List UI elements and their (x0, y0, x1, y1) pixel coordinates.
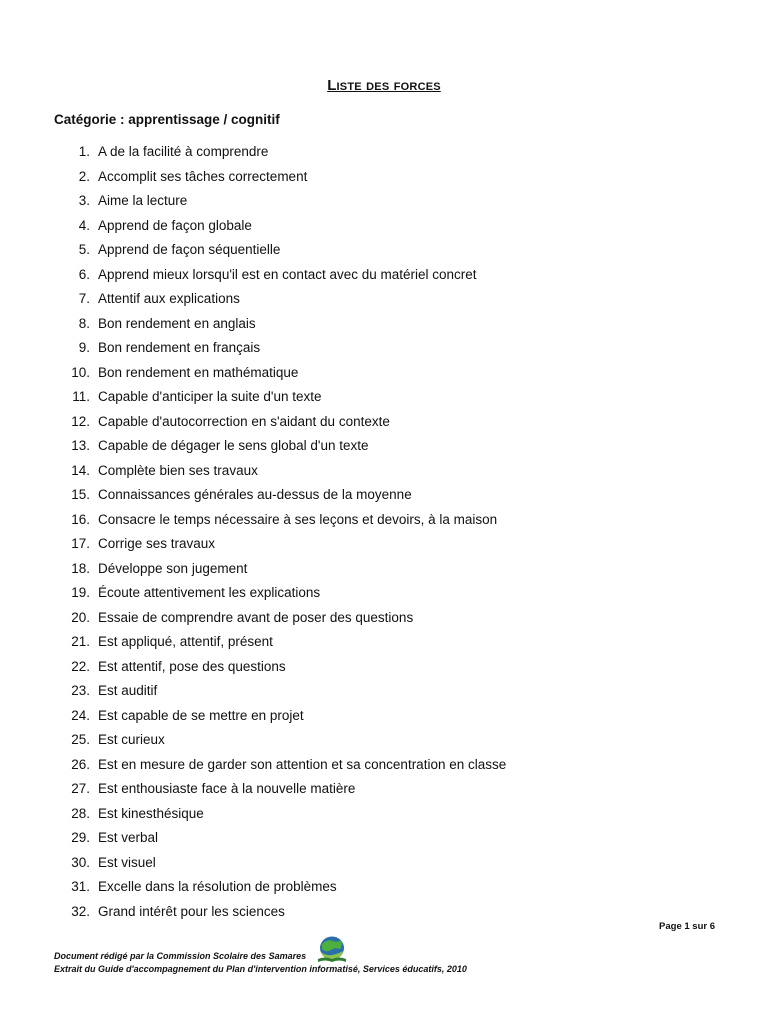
list-item-text: Consacre le temps nécessaire à ses leçons et devoirs, à la maison (98, 511, 498, 527)
page-title: Liste des forces (327, 77, 441, 94)
list-item-number: 26. (71, 756, 90, 772)
list-item (0, 238, 768, 263)
list-item (0, 287, 768, 312)
list-item-number: 28. (71, 805, 90, 821)
list-item-number: 8. (78, 315, 90, 331)
list-item (0, 581, 768, 606)
list-item-text: Complète bien ses travaux (98, 462, 258, 478)
strengths-list (0, 140, 768, 924)
list-item-text: Apprend de façon globale (98, 217, 252, 233)
list-item (0, 875, 768, 900)
list-item-number: 10. (71, 364, 90, 380)
list-item-text: Connaissances générales au-dessus de la moyenne (98, 487, 412, 502)
list-item-number: 16. (71, 511, 90, 527)
list-item-number: 4. (78, 217, 90, 233)
list-item-text: A de la facilité à comprendre (98, 144, 269, 159)
list-item-text: Est capable de se mettre en projet (98, 707, 304, 723)
list-item-number: 20. (71, 609, 90, 625)
footer-source-line: Extrait du Guide d'accompagnement du Plan d'intervention informatisé, Services éducatifs, 2010 (54, 964, 467, 974)
list-item-number: 9. (78, 340, 90, 355)
list-item-number: 31. (71, 879, 90, 894)
list-item-text: Bon rendement en français (98, 340, 261, 355)
list-item-text: Écoute attentivement les explications (98, 585, 321, 600)
list-item (0, 312, 768, 337)
category-heading: Catégorie : apprentissage / cognitif (54, 112, 280, 127)
list-item-text: Corrige ses travaux (98, 536, 216, 551)
list-item-number: 14. (71, 462, 90, 478)
list-item-number: 3. (78, 193, 90, 208)
list-item-number: 24. (71, 707, 90, 723)
list-item-text: Apprend mieux lorsqu'il est en contact avec du matériel concret (98, 266, 477, 282)
list-item-text: Est auditif (98, 683, 158, 698)
list-item-text: Capable de dégager le sens global d'un texte (98, 438, 369, 453)
list-item (0, 459, 768, 484)
list-item (0, 361, 768, 386)
list-item-text: Est enthousiaste face à la nouvelle matière (98, 781, 356, 796)
list-item-number: 17. (71, 536, 90, 551)
list-item-text: Est en mesure de garder son attention et sa concentration en classe (98, 756, 507, 772)
list-item (0, 557, 768, 582)
list-item-text: Est kinesthésique (98, 805, 204, 821)
list-item (0, 802, 768, 827)
list-item-text: Est attentif, pose des questions (98, 658, 286, 674)
list-item (0, 263, 768, 288)
list-item (0, 900, 768, 925)
list-item (0, 728, 768, 753)
list-item (0, 679, 768, 704)
list-item-number: 13. (71, 438, 90, 453)
list-item-number: 25. (71, 732, 90, 747)
list-item-number: 19. (71, 585, 90, 600)
list-item-text: Bon rendement en mathématique (98, 364, 299, 380)
list-item-text: Attentif aux explications (98, 291, 240, 306)
list-item (0, 630, 768, 655)
list-item-text: Développe son jugement (98, 560, 248, 576)
list-item-text: Bon rendement en anglais (98, 315, 256, 331)
list-item-number: 15. (71, 487, 90, 502)
list-item (0, 140, 768, 165)
list-item-number: 32. (71, 903, 90, 919)
list-item (0, 410, 768, 435)
list-item-number: 2. (78, 168, 90, 184)
list-item-text: Capable d'anticiper la suite d'un texte (98, 389, 322, 404)
list-item-number: 21. (71, 634, 90, 649)
list-item-number: 12. (71, 413, 90, 429)
footer-author-line: Document rédigé par la Commission Scolaire des Samares (54, 951, 307, 961)
list-item (0, 165, 768, 190)
footer (54, 950, 467, 976)
list-item (0, 655, 768, 680)
page-number: Page 1 sur 6 (659, 921, 715, 932)
list-item-number: 30. (71, 854, 90, 870)
list-item-number: 23. (71, 683, 90, 698)
list-item-text: Apprend de façon séquentielle (98, 242, 281, 257)
list-item-text: Capable d'autocorrection en s'aidant du contexte (98, 413, 390, 429)
list-item (0, 826, 768, 851)
list-item-text: Est verbal (98, 830, 159, 845)
list-item-text: Grand intérêt pour les sciences (98, 903, 285, 919)
list-item-number: 22. (71, 658, 90, 674)
list-item-number: 6. (78, 266, 90, 282)
list-item-number: 5. (78, 242, 90, 257)
list-item-number: 27. (71, 781, 90, 796)
list-item-text: Aime la lecture (98, 193, 188, 208)
list-item-text: Est visuel (98, 854, 156, 870)
list-item (0, 385, 768, 410)
list-item-number: 18. (71, 560, 90, 576)
list-item (0, 777, 768, 802)
list-item (0, 508, 768, 533)
list-item (0, 532, 768, 557)
list-item (0, 483, 768, 508)
list-item-text: Excelle dans la résolution de problèmes (98, 879, 337, 894)
list-item (0, 851, 768, 876)
list-item (0, 434, 768, 459)
list-item (0, 606, 768, 631)
list-item-number: 7. (78, 291, 90, 306)
list-item (0, 189, 768, 214)
list-item (0, 704, 768, 729)
list-item-number: 1. (78, 144, 90, 159)
list-item-number: 29. (71, 830, 90, 845)
list-item-text: Accomplit ses tâches correctement (98, 168, 308, 184)
list-item-text: Essaie de comprendre avant de poser des questions (98, 609, 414, 625)
list-item-text: Est curieux (98, 732, 165, 747)
list-item (0, 214, 768, 239)
list-item (0, 336, 768, 361)
list-item (0, 753, 768, 778)
list-item-number: 11. (72, 389, 90, 404)
list-item-text: Est appliqué, attentif, présent (98, 634, 273, 649)
